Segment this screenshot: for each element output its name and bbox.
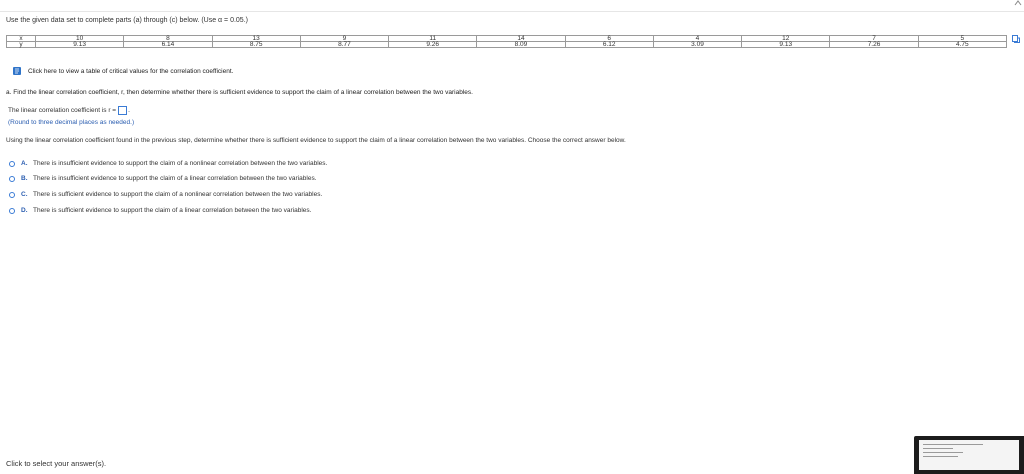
book-icon <box>12 66 22 76</box>
table-cell: 4.75 <box>918 42 1006 48</box>
round-hint: (Round to three decimal places as needed.) <box>8 119 135 126</box>
table-cell: 3.09 <box>653 42 741 48</box>
row-label-y: y <box>7 42 36 48</box>
critical-values-link-label: Click here to view a table of critical values for the correlation coefficient. <box>28 67 234 75</box>
follow-up-question: Using the linear correlation coefficient found in the previous step, determine whether there is sufficient evidence to support the claim of a linear correlation between the two variables. Choose the correct answer below. <box>6 137 626 144</box>
option-letter: A. <box>21 160 28 167</box>
table-cell: 9 <box>300 36 388 42</box>
radio-a[interactable] <box>9 161 15 167</box>
copy-table-icon[interactable] <box>1012 35 1020 43</box>
option-text: There is insufficient evidence to support the claim of a nonlinear correlation between the two variables. <box>33 160 328 167</box>
option-letter: D. <box>21 207 28 214</box>
table-cell: 7 <box>830 36 918 42</box>
option-b[interactable] <box>9 175 317 182</box>
coef-input[interactable] <box>118 106 127 115</box>
corner-mark-icon[interactable] <box>1012 0 1024 8</box>
instructions-text: Use the given data set to complete parts (a) through (c) below. (Use α = 0.05.) <box>6 17 248 24</box>
radio-b[interactable] <box>9 176 15 182</box>
table-cell: 12 <box>742 36 830 42</box>
radio-c[interactable] <box>9 192 15 198</box>
table-cell: 9.13 <box>742 42 830 48</box>
option-d[interactable] <box>9 207 311 214</box>
option-text: There is sufficient evidence to support the claim of a linear correlation between the two variables. <box>33 207 312 214</box>
coef-line <box>8 106 130 115</box>
option-a[interactable] <box>9 160 327 167</box>
table-cell: 7.26 <box>830 42 918 48</box>
table-cell: 5 <box>918 36 1006 42</box>
thumb-line <box>923 456 958 457</box>
coef-label: The linear correlation coefficient is r = <box>8 107 117 114</box>
table-cell: 8.77 <box>300 42 388 48</box>
thumb-line <box>923 444 983 445</box>
table-row-y <box>7 42 1007 48</box>
thumb-line <box>923 452 963 453</box>
table-cell: 6.12 <box>565 42 653 48</box>
part-a-question: a. Find the linear correlation coefficient, r, then determine whether there is sufficient evidence to support the claim of a linear correlation between the two variables. <box>6 89 473 96</box>
top-divider <box>0 11 1024 12</box>
option-letter: B. <box>21 175 28 182</box>
table-cell: 6 <box>565 36 653 42</box>
table-cell: 9.26 <box>389 42 477 48</box>
table-cell: 13 <box>212 36 300 42</box>
help-panel-page <box>919 440 1019 470</box>
table-cell: 9.13 <box>36 42 124 48</box>
table-cell: 8.09 <box>477 42 565 48</box>
option-c[interactable] <box>9 191 322 198</box>
table-cell: 6.14 <box>124 42 212 48</box>
status-text: Click to select your answer(s). <box>6 459 107 468</box>
critical-values-link[interactable] <box>12 66 233 76</box>
option-text: There is insufficient evidence to support the claim of a linear correlation between the two variables. <box>33 175 317 182</box>
help-panel-thumbnail[interactable] <box>914 436 1024 474</box>
table-cell: 8.75 <box>212 42 300 48</box>
thumb-line <box>923 448 953 449</box>
radio-d[interactable] <box>9 208 15 214</box>
option-text: There is sufficient evidence to support the claim of a nonlinear correlation between the two variables. <box>33 191 323 198</box>
option-letter: C. <box>21 191 28 198</box>
table-cell: 11 <box>389 36 477 42</box>
data-table <box>6 35 1007 48</box>
table-cell: 8 <box>124 36 212 42</box>
table-cell: 10 <box>36 36 124 42</box>
table-cell: 4 <box>653 36 741 42</box>
coef-suffix: . <box>128 107 130 114</box>
row-label-x: x <box>7 36 36 42</box>
table-cell: 14 <box>477 36 565 42</box>
